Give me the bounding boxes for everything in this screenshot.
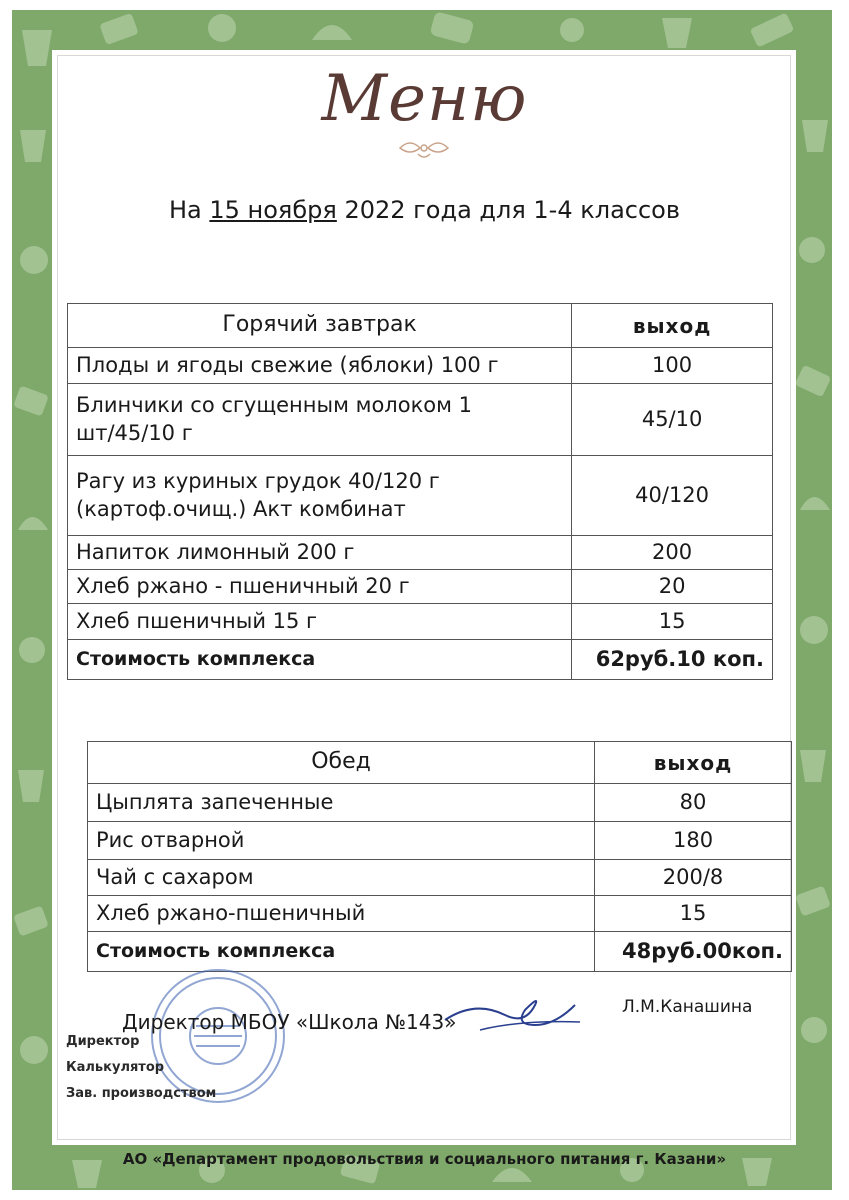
dish-yield: 100 [572, 348, 773, 384]
role-director: Директор [66, 1034, 140, 1049]
dish-yield: 80 [595, 784, 792, 822]
yield-header: выход [572, 304, 773, 348]
role-calculator: Калькулятор [66, 1060, 165, 1075]
dish-name: Напиток лимонный 200 г [68, 536, 572, 570]
dish-name: Рагу из куриных грудок 40/120 г (картоф.очищ.) Акт комбинат [68, 456, 572, 536]
page-title: Меню [321, 62, 528, 136]
role-production-manager: Зав. производством [66, 1086, 217, 1101]
dish-yield: 45/10 [572, 384, 773, 456]
total-value: 48руб.00коп. [595, 932, 792, 972]
table-row [68, 456, 773, 536]
yield-header: выход [595, 742, 792, 784]
menu-date: 15 ноября [209, 196, 337, 224]
table-row [68, 348, 773, 384]
table-row [68, 604, 773, 640]
table-header-row [88, 742, 792, 784]
total-label: Стоимость комплекса [88, 932, 595, 972]
dish-yield: 20 [572, 570, 773, 604]
table-row [68, 384, 773, 456]
dish-name: Хлеб пшеничный 15 г [68, 604, 572, 640]
table-row [68, 570, 773, 604]
dish-yield: 180 [595, 822, 792, 860]
dish-name: Хлеб ржано-пшеничный [88, 896, 595, 932]
breakfast-header: Горячий завтрак [68, 304, 572, 348]
lunch-header: Обед [88, 742, 595, 784]
dish-name: Чай с сахаром [88, 860, 595, 896]
dish-name: Рис отварной [88, 822, 595, 860]
menu-date-line: На 15 ноября 2022 года для 1-4 классов [169, 196, 680, 224]
lunch-table [87, 741, 792, 972]
dish-name: Блинчики со сгущенным молоком 1 шт/45/10 г [68, 384, 572, 456]
table-row [88, 784, 792, 822]
dish-yield: 200/8 [595, 860, 792, 896]
breakfast-table [67, 303, 773, 680]
dish-yield: 15 [595, 896, 792, 932]
dish-yield: 15 [572, 604, 773, 640]
total-row [68, 640, 773, 680]
table-row [88, 860, 792, 896]
dish-yield: 40/120 [572, 456, 773, 536]
dish-name: Цыплята запеченные [88, 784, 595, 822]
table-row [88, 896, 792, 932]
table-row [88, 822, 792, 860]
table-header-row [68, 304, 773, 348]
director-name: Л.М.Канашина [622, 997, 753, 1017]
stamp-icon [138, 966, 298, 1106]
director-line: Директор МБОУ «Школа №143» [122, 1010, 457, 1034]
table-row [68, 536, 773, 570]
dish-name: Плоды и ягоды свежие (яблоки) 100 г [68, 348, 572, 384]
footer-organization: АО «Департамент продовольствия и социального питания г. Казани» [122, 1150, 727, 1168]
signature-icon [440, 990, 590, 1040]
total-value: 62руб.10 коп. [572, 640, 773, 680]
total-label: Стоимость комплекса [68, 640, 572, 680]
dish-name: Хлеб ржано - пшеничный 20 г [68, 570, 572, 604]
ornament-icon [396, 134, 452, 160]
dish-yield: 200 [572, 536, 773, 570]
